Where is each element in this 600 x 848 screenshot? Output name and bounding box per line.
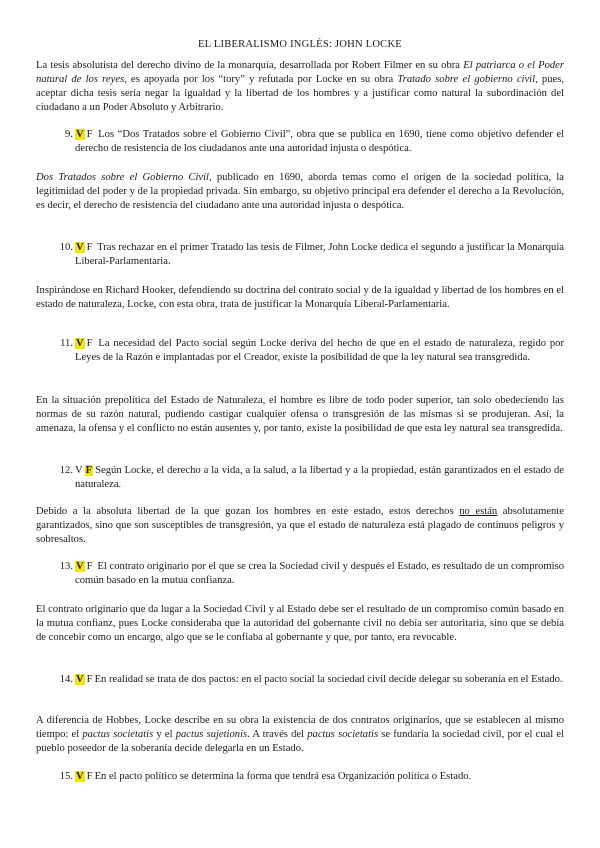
answer-f[interactable]: F <box>86 129 93 140</box>
answer-f[interactable]: F <box>86 771 93 782</box>
answer-10-explanation: Inspirándose en Richard Hooker, defendiendo su doctrina del contrato social y de la igualdad y libertad de los hombres en el estado de naturaleza, Locke, con esta obra, trata de justificar la Monarquía Liberal-Parlamentaria. <box>36 285 564 310</box>
intro-text-3: , pues, aceptar dicha tesis sería negar la igualdad y la libertad de los hombres y a justificar como natural la subordinación del ciudadano a un Poder Absoluto y Arbitrario. <box>36 74 564 113</box>
question-text: En realidad se trata de dos pactos: en el pacto social la sociedad civil decide delegar su soberanía en el Estado. <box>94 674 563 685</box>
page-title: EL LIBERALISMO INGLÉS: JOHN LOCKE <box>198 39 402 50</box>
answer-13-explanation: El contrato originario que da lugar a la Sociedad Civil y al Estado debe ser el resultado de un compromiso común basado en la mutua confianz, pues Locke consideraba que la autoridad del gobernante civil no debía ser autoritaria, sino que se debía de concebir como un encargo, algo que se le confiaba al gobernante y que, por tanto, era revocable. <box>36 604 564 643</box>
answer-v-selected[interactable]: V <box>76 561 84 572</box>
question-12 <box>36 464 564 492</box>
question-14 <box>36 673 564 687</box>
explanation-text-3: . A través del <box>247 729 308 740</box>
question-text: Los “Dos Tratados sobre el Gobierno Civil”, obra que se publica en 1690, tiene como objetivo defender el derecho de resistencia de los ciudadanos ante una autoridad injusta o despótica. <box>75 129 564 154</box>
answer-f[interactable]: F <box>86 338 93 349</box>
question-15 <box>36 770 564 784</box>
term-pactus-sujetionis: pactus sujetionis <box>175 729 248 740</box>
emphasis-underlined: no están <box>459 506 498 517</box>
question-number: 13. <box>59 561 73 572</box>
answer-v-selected[interactable]: V <box>76 338 84 349</box>
question-number: 9. <box>65 129 73 140</box>
intro-work-locke: Tratado sobre el gobierno civil <box>397 74 536 85</box>
answer-f[interactable]: F <box>86 561 93 572</box>
explanation-text-1: Debido a la absoluta libertad de la que gozan los hombres en este estado, estos derechos <box>36 506 460 517</box>
answer-9-explanation <box>36 171 564 213</box>
question-9 <box>36 128 564 156</box>
work-title: Dos Tratados sobre el Gobierno Civil <box>36 172 209 183</box>
answer-12-explanation <box>36 505 564 547</box>
question-13 <box>36 560 564 588</box>
answer-11-explanation: En la situación prepolítica del Estado de Naturaleza, el hombre es libre de todo poder superior, tan solo obedeciendo las normas de su razón natural, pudiendo castigar cualquier ofensa o transgresión de las mismas si se produjeran. Así, la amenaza, la ofensa y el conflicto no están ausentes y, por tanto, existe la posibilidad de que esta ley natural sea transgredida. <box>36 395 564 434</box>
answer-v-selected[interactable]: V <box>76 242 84 253</box>
term-pactus-societatis: pactus societatis <box>307 729 379 740</box>
question-number: 11. <box>60 338 73 349</box>
answer-f-selected[interactable]: F <box>85 465 93 476</box>
answer-v-selected[interactable]: V <box>76 129 84 140</box>
question-10 <box>36 241 564 269</box>
explanation-text-2: y el <box>153 729 176 740</box>
answer-14-explanation <box>36 714 564 756</box>
explanation-text-1: A diferencia de Hobbes, Locke describe en su obra la existencia de dos contratos originarios, que se establecen al mismo tiempo: el <box>36 715 564 740</box>
question-number: 14. <box>59 674 73 685</box>
explanation-text-4: se fundaría la sociedad civil, por el cual el pueblo poseedor de la soberanía decide delegarla en un Estado. <box>36 729 565 754</box>
answer-v-selected[interactable]: V <box>76 674 84 685</box>
question-text: El contrato originario por el que se crea la Sociedad civil y después el Estado, es resultado de un compromiso común basado en la mutua confianza. <box>75 561 564 586</box>
answer-v[interactable]: V <box>75 465 83 476</box>
intro-text-2: , es apoyada por los “tory” y refutada por Locke en su obra <box>124 74 398 85</box>
question-number: 12. <box>59 465 73 476</box>
answer-v-selected[interactable]: V <box>76 771 84 782</box>
question-text: Tras rechazar en el primer Tratado las tesis de Filmer, John Locke dedica el segundo a justificar la Monarquía Liberal-Parlamentaria. <box>75 242 564 267</box>
answer-f[interactable]: F <box>86 674 93 685</box>
question-text: Según Locke, el derecho a la vida, a la salud, a la libertad y a la propiedad, están garantizados en el estado de naturaleza. <box>75 465 564 490</box>
question-11 <box>36 337 564 365</box>
explanation-text-2: absolutamente garantizados, sino que son susceptibles de transgresión, ya que el estado de naturaleza está plagado de continuos peligros y sobresaltos. <box>36 506 564 545</box>
explanation-text: , publicado en 1690, aborda temas como el origen de la sociedad política, la legitimidad del poder y de la propiedad privada. Sin embargo, su objetivo principal era defender el derecho a la Revolución, es decir, el derecho de resistencia del ciudadano ante una autoridad injusta o despótica. <box>36 172 564 211</box>
term-pactus-societatis: pactus societatis <box>82 729 154 740</box>
intro-text-1: La tesis absolutista del derecho divino de la monarquía, desarrollada por Robert Filmer en su obra <box>36 60 464 71</box>
question-text: La necesidad del Pacto social según Locke deriva del hecho de que en el estado de naturaleza, regido por Leyes de la Razón e implantadas por el Creador, existe la posibilidad de que la ley natural sea transgredida. <box>75 338 564 363</box>
question-number: 15. <box>59 771 73 782</box>
intro-paragraph <box>36 59 564 115</box>
intro-work-filmer: El patriarca o el Poder natural de los reyes <box>36 60 564 85</box>
question-number: 10. <box>59 242 73 253</box>
answer-f[interactable]: F <box>86 242 93 253</box>
question-text: En el pacto político se determina la forma que tendrá esa Organización política o Estado. <box>94 771 472 782</box>
